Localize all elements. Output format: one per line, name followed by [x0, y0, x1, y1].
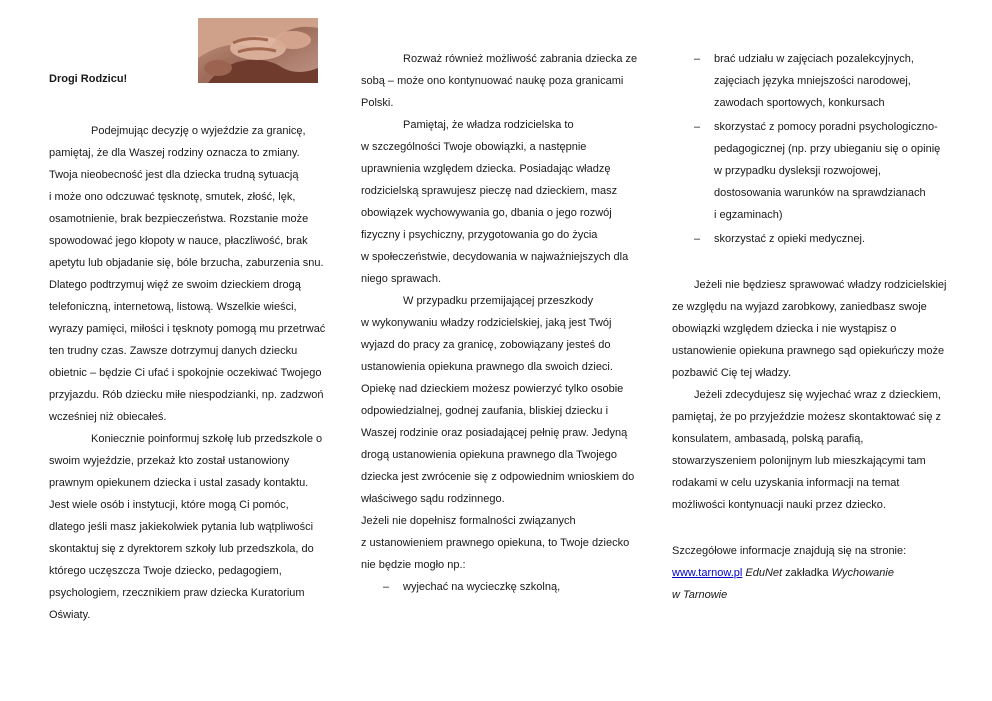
col1-line: którego uczęszcza Twoje dziecko, pedagogiem, — [49, 565, 282, 577]
col3-line: pedagogicznej (np. przy ubieganiu się o opinię — [714, 143, 941, 155]
col2-line: w wykonywaniu władzy rodzicielskiej, jaką jest Twój — [361, 317, 612, 329]
col1-line: i może ono odczuwać tęsknotę, smutek, złość, lęk, — [49, 191, 296, 203]
col2-line: uprawnienia względem dziecka. Posiadając władzę — [361, 163, 611, 175]
col1-line: osamotnienie, brak bezpieczeństwa. Rozstanie może — [49, 213, 309, 225]
col2-line: wyjazd do pracy za granicę, zobowiązany jesteś do — [361, 339, 611, 351]
col3-line: Jeżeli zdecydujesz się wyjechać wraz z dzieckiem, — [694, 389, 941, 401]
bullet-dash: – — [694, 233, 701, 245]
col1-line: telefoniczną, internetową, listową. Wszelkie wieści, — [49, 301, 297, 313]
col1-line: psychologiem, rzecznikiem praw dziecka Kuratorium — [49, 587, 305, 599]
col2-line: sobą – może ono kontynuować naukę poza granicami — [361, 75, 624, 87]
col3-line: stowarzyszeniem polonijnym lub mieszkającymi tam — [672, 455, 926, 467]
col1-line: ten trudny czas. Zawsze dotrzymuj danych dziecku — [49, 345, 298, 357]
col1-line: prawnym opiekunem dziecka i ustal zasady kontaktu. — [49, 477, 309, 489]
col3-line: możliwości kontynuacji nauki przez dziecko. — [672, 499, 886, 511]
col1-line: skontaktuj się z dyrektorem szkoły lub przedszkola, do — [49, 543, 314, 555]
col2-line: nie będzie mogło np.: — [361, 559, 466, 571]
section-label: zakładka — [782, 567, 832, 579]
col1-line: spowodować jego kłopoty w nauce, płaczliwość, brak — [49, 235, 308, 247]
col3-line: zawodach sportowych, konkursach — [714, 97, 885, 109]
col1-line: apetytu lub objadanie się, bóle brzucha, zaburzenia snu. — [49, 257, 324, 269]
col2-line: Pamiętaj, że władza rodzicielska to — [403, 119, 574, 131]
col3-line: pozbawić Cię tej władzy. — [672, 367, 792, 379]
col1-line: swoim wyjeździe, przekaż kto został ustanowiony — [49, 455, 290, 467]
col1-line: przyjazdu. Rób dziecku miłe niespodzianki, np. zadzwoń — [49, 389, 324, 401]
col3-line: dostosowania warunków na sprawdzianach — [714, 187, 926, 199]
col2-line: w szczególności Twoje obowiązki, a następnie — [361, 141, 587, 153]
col3-line: obowiązki względem dziecka i nie wystąpisz o — [672, 323, 897, 335]
col3-line: ustanowienie opiekuna prawnego sąd opiekuńczy może — [672, 345, 945, 357]
col1-line: pamiętaj, że dla Waszej rodziny oznacza to zmiany. — [49, 147, 300, 159]
col2-line: drogą ustanowienia opiekuna prawnego dla Twojego — [361, 449, 618, 461]
bullet-dash: – — [383, 581, 390, 593]
col2-line: z ustanowieniem prawnego opiekuna, to Twoje dziecko — [361, 537, 630, 549]
col2-line: Rozważ również możliwość zabrania dziecka ze — [403, 53, 638, 65]
col3-line: Jeżeli nie będziesz sprawować władzy rodzicielskiej — [694, 279, 947, 291]
website-link[interactable]: www.tarnow.pl — [672, 567, 743, 579]
info-line — [672, 566, 894, 580]
col2-line: Opiekę nad dzieckiem możesz powierzyć tylko osobie — [361, 383, 624, 395]
hands-photo — [198, 18, 318, 83]
col3-line: i egzaminach) — [714, 209, 783, 221]
col1-line: Koniecznie poinformuj szkołę lub przedszkole o — [91, 433, 323, 445]
section-name: Wychowanie — [831, 567, 894, 579]
col1-line: Podejmując decyzję o wyjeździe za granicę, — [91, 125, 306, 137]
col2-line: właściwego sądu rodzinnego. — [361, 493, 505, 505]
greeting-heading: Drogi Rodzicu! — [49, 73, 128, 85]
site-name: EduNet — [742, 567, 783, 579]
col1-line: obietnic – będzie Ci ufać i spokojnie oczekiwać Twojego — [49, 367, 322, 379]
col1-line: Twoja nieobecność jest dla dziecka trudną sytuacją — [49, 169, 299, 181]
col1-line: dlatego jeśli masz jakiekolwiek pytania lub wątpliwości — [49, 521, 314, 533]
col2-line: rodzicielską sprawujesz pieczę nad dzieckiem, masz — [361, 185, 618, 197]
col3-line: zajęciach języka mniejszości narodowej, — [714, 75, 911, 87]
col1-line: Oświaty. — [49, 609, 91, 621]
col3-line: skorzystać z pomocy poradni psychologiczno- — [714, 121, 938, 133]
col3-line: ze względu na wyjazd zarobkowy, zaniedbasz swoje — [672, 301, 927, 313]
col1-line: wyrazy pamięci, miłości i tęsknoty pomogą mu przetrwać — [49, 323, 326, 335]
col3-line: pamiętaj, że po przyjeździe możesz skontaktować się z — [672, 411, 942, 423]
col2-line: ustanowienia opiekuna prawnego dla swoich dzieci. — [361, 361, 613, 373]
col3-line: brać udziału w zajęciach pozalekcyjnych, — [714, 53, 914, 65]
col3-line: Szczegółowe informacje znajdują się na stronie: — [672, 545, 907, 557]
bullet-dash: – — [694, 53, 701, 65]
col2-line: niego sprawach. — [361, 273, 442, 285]
col2-line: w społeczeństwie, decydowania w najważniejszych dla — [361, 251, 629, 263]
col3-line: rodakami w celu uzyskania informacji na temat — [672, 477, 900, 489]
col1-line: Dlatego podtrzymuj więź ze swoim dzieckiem drogą — [49, 279, 301, 291]
col1-line: wcześniej niż obiecałeś. — [49, 411, 167, 423]
col2-line: fizyczny i psychiczny, przygotowania go do życia — [361, 229, 598, 241]
city-line: w Tarnowie — [672, 589, 728, 601]
col2-bullet-line: wyjechać na wycieczkę szkolną, — [403, 581, 561, 593]
col3-line: konsulatem, ambasadą, polską parafią, — [672, 433, 864, 445]
col2-line: dziecka jest zwrócenie się z odpowiednim wnioskiem do — [361, 471, 635, 483]
col2-line: Jeżeli nie dopełnisz formalności związanych — [361, 515, 576, 527]
col2-line: Waszej rodzinie oraz posiadającej pełnię praw. Jedyną — [361, 427, 628, 439]
col2-line: Polski. — [361, 97, 394, 109]
col2-line: odpowiedzialnej, godnej zaufania, bliskiej dziecku i — [361, 405, 609, 417]
col3-line: skorzystać z opieki medycznej. — [714, 233, 865, 245]
col3-line: w przypadku dysleksji rozwojowej, — [714, 165, 881, 177]
col1-line: Jest wiele osób i instytucji, które mogą Ci pomóc, — [49, 499, 289, 511]
bullet-dash: – — [694, 121, 701, 133]
col2-line: obowiązek wychowywania go, dbania o jego rozwój — [361, 207, 612, 219]
col2-line: W przypadku przemijającej przeszkody — [403, 295, 594, 307]
